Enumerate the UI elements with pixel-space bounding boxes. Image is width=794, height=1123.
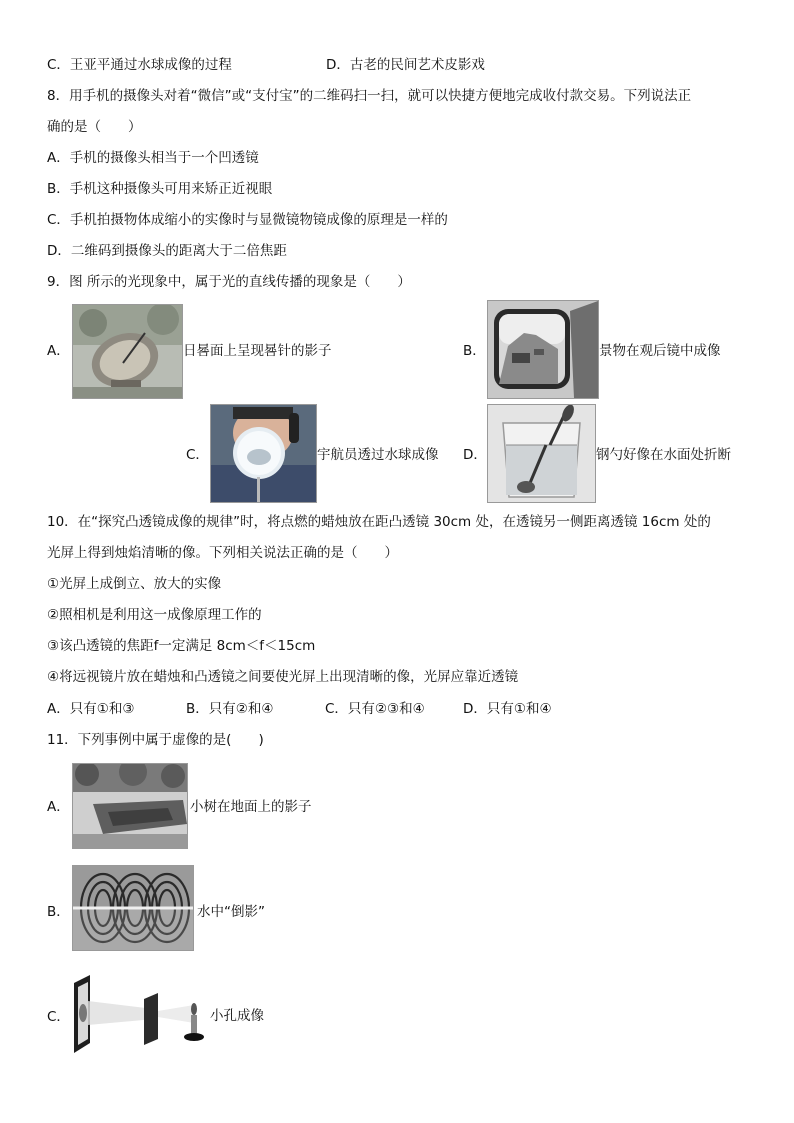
q7-option-c: C．王亚平通过水球成像的过程 (47, 57, 232, 73)
q8-option-a: A．手机的摄像头相当于一个凹透镜 (47, 150, 259, 166)
q8-option-d: D．二维码到摄像头的距离大于二倍焦距 (47, 243, 287, 259)
q9-option-d-letter: D． (463, 447, 487, 463)
tree-shadow-image (72, 763, 188, 849)
q8-option-b: B．手机这种摄像头可用来矫正近视眼 (47, 181, 273, 197)
q8-stem-line2: 确的是（ ） (47, 119, 142, 135)
q11-option-a-text: 小树在地面上的影子 (190, 799, 312, 815)
q10-option-a: A．只有①和③ (47, 701, 135, 717)
q9-option-c-text: 宇航员透过水球成像 (317, 447, 439, 463)
q9-option-a-text: 日晷面上呈现晷针的影子 (183, 343, 332, 359)
q11-stem: 11．下列事例中属于虚像的是( ) (47, 732, 264, 748)
q8-option-c: C．手机拍摄物体成缩小的实像时与显微镜物镜成像的原理是一样的 (47, 212, 448, 228)
q11-option-a-letter: A． (47, 799, 70, 815)
q10-option-c: C．只有②③和④ (325, 701, 425, 717)
q10-statement-1: ①光屏上成倒立、放大的实像 (47, 576, 222, 592)
q11-option-b-letter: B． (47, 904, 70, 920)
q9-option-b-letter: B． (463, 343, 486, 359)
rearview-mirror-image (487, 300, 599, 399)
pinhole-imaging-image (70, 973, 205, 1057)
q11-option-b-text: 水中“倒影” (197, 904, 265, 920)
q10-stem-line2: 光屏上得到烛焰清晰的像。下列相关说法正确的是（ ） (47, 545, 398, 561)
astronaut-water-ball-image (210, 404, 317, 503)
q10-statement-2: ②照相机是利用这一成像原理工作的 (47, 607, 262, 623)
q9-option-d-text: 钢勺好像在水面处折断 (596, 447, 731, 463)
q11-option-c-text: 小孔成像 (210, 1008, 264, 1024)
spoon-in-glass-image (487, 404, 596, 503)
q10-stem-line1: 10．在“探究凸透镜成像的规律”时，将点燃的蜡烛放在距凸透镜 30cm 处，在透镜另一侧距离透镜 16cm 处的 (47, 514, 711, 530)
q9-option-a-letter: A． (47, 343, 70, 359)
q7-option-d: D．古老的民间艺术皮影戏 (326, 57, 485, 73)
q10-statement-4: ④将远视镜片放在蜡烛和凸透镜之间要使光屏上出现清晰的像，光屏应靠近透镜 (47, 669, 519, 685)
q11-option-c-letter: C． (47, 1009, 70, 1025)
q9-option-c-letter: C． (186, 447, 209, 463)
water-reflection-image (72, 865, 194, 951)
q10-option-b: B．只有②和④ (186, 701, 274, 717)
q10-statement-3: ③该凸透镜的焦距f一定满足 8cm＜f＜15cm (47, 638, 316, 654)
q9-stem: 9．图 所示的光现象中，属于光的直线传播的现象是（ ） (47, 274, 411, 290)
q9-option-b-text: 景物在观后镜中成像 (599, 343, 721, 359)
q8-stem-line1: 8．用手机的摄像头对着“微信”或“支付宝”的二维码扫一扫，就可以快捷方便地完成收付款交易。下列说法正 (47, 88, 692, 104)
sundial-image (72, 304, 183, 399)
q10-option-d: D．只有①和④ (463, 701, 552, 717)
